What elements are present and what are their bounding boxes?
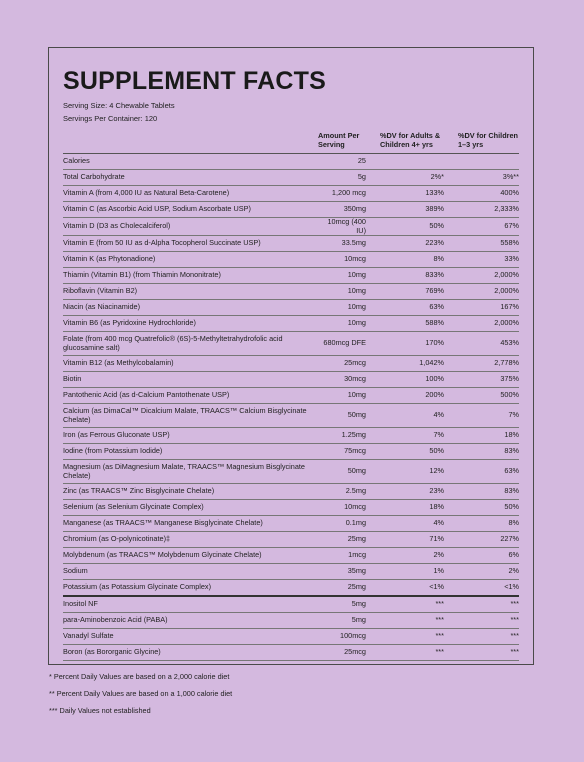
dv-adults bbox=[376, 154, 452, 170]
nutrient-name: Vanadyl Sulfate bbox=[63, 629, 318, 645]
dv-adults: 133% bbox=[376, 186, 452, 202]
table-row bbox=[63, 316, 519, 332]
dv-children: 453% bbox=[452, 332, 519, 356]
dv-children bbox=[452, 154, 519, 170]
table-row bbox=[63, 532, 519, 548]
nutrient-name: Calcium (as DimaCal™ Dicalcium Malate, TRAACS™ Calcium Bisglycinate Chelate) bbox=[63, 404, 318, 428]
footnote: * Percent Daily Values are based on a 2,000 calorie diet bbox=[49, 672, 230, 681]
dv-children: 400% bbox=[452, 186, 519, 202]
dv-children: 2,000% bbox=[452, 268, 519, 284]
dv-children: 227% bbox=[452, 532, 519, 548]
table-row bbox=[63, 388, 519, 404]
nutrient-name: Inositol NF bbox=[63, 596, 318, 613]
amount-per-serving: 10mg bbox=[318, 300, 376, 316]
serving-size: Serving Size: 4 Chewable Tablets bbox=[63, 101, 175, 110]
header-dv-children: %DV for Children 1–3 yrs bbox=[452, 129, 519, 154]
dv-children: 2,778% bbox=[452, 356, 519, 372]
table-row bbox=[63, 629, 519, 645]
table-row bbox=[63, 236, 519, 252]
table-row bbox=[63, 548, 519, 564]
dv-children: 33% bbox=[452, 252, 519, 268]
nutrient-name: Vitamin C (as Ascorbic Acid USP, Sodium Ascorbate USP) bbox=[63, 202, 318, 218]
dv-adults: 18% bbox=[376, 500, 452, 516]
nutrient-name: Vitamin B6 (as Pyridoxine Hydrochloride) bbox=[63, 316, 318, 332]
dv-adults: *** bbox=[376, 613, 452, 629]
nutrient-name: Vitamin D (D3 as Cholecalciferol) bbox=[63, 218, 318, 236]
footnote: ** Percent Daily Values are based on a 1,000 calorie diet bbox=[49, 689, 233, 698]
dv-children: 63% bbox=[452, 460, 519, 484]
nutrient-name: Iron (as Ferrous Gluconate USP) bbox=[63, 428, 318, 444]
table-row bbox=[63, 645, 519, 661]
table-row bbox=[63, 404, 519, 428]
amount-per-serving: 680mcg DFE bbox=[318, 332, 376, 356]
amount-per-serving: 5mg bbox=[318, 613, 376, 629]
amount-per-serving: 50mg bbox=[318, 404, 376, 428]
amount-per-serving: 100mcg bbox=[318, 629, 376, 645]
dv-children: 83% bbox=[452, 444, 519, 460]
nutrient-name: Vitamin A (from 4,000 IU as Natural Beta-Carotene) bbox=[63, 186, 318, 202]
dv-adults: 23% bbox=[376, 484, 452, 500]
dv-children: *** bbox=[452, 596, 519, 613]
dv-adults: 7% bbox=[376, 428, 452, 444]
amount-per-serving: 35mg bbox=[318, 564, 376, 580]
nutrient-name: Total Carbohydrate bbox=[63, 170, 318, 186]
nutrient-name: Riboflavin (Vitamin B2) bbox=[63, 284, 318, 300]
footnote: *** Daily Values not established bbox=[49, 706, 151, 715]
header-nutrient bbox=[63, 129, 318, 154]
nutrient-name: Zinc (as TRAACS™ Zinc Bisglycinate Chelate) bbox=[63, 484, 318, 500]
dv-adults: *** bbox=[376, 596, 452, 613]
nutrient-name: Selenium (as Selenium Glycinate Complex) bbox=[63, 500, 318, 516]
dv-adults: 1,042% bbox=[376, 356, 452, 372]
table-row bbox=[63, 218, 519, 236]
dv-adults: 4% bbox=[376, 404, 452, 428]
dv-children: 3%** bbox=[452, 170, 519, 186]
dv-adults: 8% bbox=[376, 252, 452, 268]
dv-adults: 223% bbox=[376, 236, 452, 252]
amount-per-serving: 10mg bbox=[318, 284, 376, 300]
nutrient-name: Folate (from 400 mcg Quatrefolic® (6S)-5-Methyltetrahydrofolic acid glucosamine salt) bbox=[63, 332, 318, 356]
dv-adults: 63% bbox=[376, 300, 452, 316]
nutrient-name: para-Aminobenzoic Acid (PABA) bbox=[63, 613, 318, 629]
dv-children: 83% bbox=[452, 484, 519, 500]
nutrient-name: Vitamin E (from 50 IU as d-Alpha Tocopherol Succinate USP) bbox=[63, 236, 318, 252]
dv-children: 18% bbox=[452, 428, 519, 444]
dv-children: 6% bbox=[452, 548, 519, 564]
table-row bbox=[63, 500, 519, 516]
amount-per-serving: 25mcg bbox=[318, 356, 376, 372]
dv-adults: 1% bbox=[376, 564, 452, 580]
nutrient-name: Sodium bbox=[63, 564, 318, 580]
table-row bbox=[63, 444, 519, 460]
amount-per-serving: 1.25mg bbox=[318, 428, 376, 444]
dv-adults: 71% bbox=[376, 532, 452, 548]
dv-children: 500% bbox=[452, 388, 519, 404]
dv-adults: 100% bbox=[376, 372, 452, 388]
dv-adults: 50% bbox=[376, 218, 452, 236]
dv-children: 8% bbox=[452, 516, 519, 532]
table-row bbox=[63, 580, 519, 597]
nutrient-name: Niacin (as Niacinamide) bbox=[63, 300, 318, 316]
table-row bbox=[63, 284, 519, 300]
amount-per-serving: 10mcg bbox=[318, 252, 376, 268]
dv-adults: 50% bbox=[376, 444, 452, 460]
amount-per-serving: 5mg bbox=[318, 596, 376, 613]
amount-per-serving: 1,200 mcg bbox=[318, 186, 376, 202]
table-row bbox=[63, 202, 519, 218]
nutrient-name: Calories bbox=[63, 154, 318, 170]
nutrient-name: Manganese (as TRAACS™ Manganese Bisglycinate Chelate) bbox=[63, 516, 318, 532]
table-row bbox=[63, 300, 519, 316]
nutrient-name: Iodine (from Potassium Iodide) bbox=[63, 444, 318, 460]
nutrient-name: Vitamin K (as Phytonadione) bbox=[63, 252, 318, 268]
dv-children: 2,000% bbox=[452, 284, 519, 300]
dv-children: 2% bbox=[452, 564, 519, 580]
dv-adults: 170% bbox=[376, 332, 452, 356]
amount-per-serving: 25mcg bbox=[318, 645, 376, 661]
table-row bbox=[63, 428, 519, 444]
amount-per-serving: 30mcg bbox=[318, 372, 376, 388]
amount-per-serving: 2.5mg bbox=[318, 484, 376, 500]
amount-per-serving: 25mg bbox=[318, 580, 376, 597]
nutrient-name: Biotin bbox=[63, 372, 318, 388]
table-row bbox=[63, 186, 519, 202]
table-row bbox=[63, 596, 519, 613]
dv-children: 2,333% bbox=[452, 202, 519, 218]
table-row bbox=[63, 372, 519, 388]
amount-per-serving: 25 bbox=[318, 154, 376, 170]
nutrient-name: Molybdenum (as TRAACS™ Molybdenum Glycinate Chelate) bbox=[63, 548, 318, 564]
dv-adults: 769% bbox=[376, 284, 452, 300]
nutrient-name: Vitamin B12 (as Methylcobalamin) bbox=[63, 356, 318, 372]
dv-children: 50% bbox=[452, 500, 519, 516]
table-row bbox=[63, 332, 519, 356]
table-row bbox=[63, 356, 519, 372]
dv-children: 2,000% bbox=[452, 316, 519, 332]
table-row bbox=[63, 252, 519, 268]
table-row bbox=[63, 154, 519, 170]
amount-per-serving: 10mg bbox=[318, 316, 376, 332]
amount-per-serving: 350mg bbox=[318, 202, 376, 218]
nutrient-name: Boron (as Bororganic Glycine) bbox=[63, 645, 318, 661]
nutrient-name: Chromium (as O-polynicotinate)‡ bbox=[63, 532, 318, 548]
table-row bbox=[63, 268, 519, 284]
dv-adults: 200% bbox=[376, 388, 452, 404]
header-amount: Amount Per Serving bbox=[318, 129, 376, 154]
amount-per-serving: 5g bbox=[318, 170, 376, 186]
dv-children: 167% bbox=[452, 300, 519, 316]
amount-per-serving: 1mcg bbox=[318, 548, 376, 564]
table-row bbox=[63, 484, 519, 500]
nutrient-name: Pantothenic Acid (as d-Calcium Pantothenate USP) bbox=[63, 388, 318, 404]
dv-adults: 2%* bbox=[376, 170, 452, 186]
dv-children: *** bbox=[452, 613, 519, 629]
amount-per-serving: 10mcg bbox=[318, 500, 376, 516]
amount-per-serving: 33.5mg bbox=[318, 236, 376, 252]
dv-children: 375% bbox=[452, 372, 519, 388]
servings-per-container: Servings Per Container: 120 bbox=[63, 114, 158, 123]
nutrient-name: Potassium (as Potassium Glycinate Complex) bbox=[63, 580, 318, 597]
table-row bbox=[63, 170, 519, 186]
table-header-row bbox=[63, 129, 519, 154]
nutrient-name: Thiamin (Vitamin B1) (from Thiamin Mononitrate) bbox=[63, 268, 318, 284]
amount-per-serving: 50mg bbox=[318, 460, 376, 484]
dv-children: 7% bbox=[452, 404, 519, 428]
dv-children: 558% bbox=[452, 236, 519, 252]
table-row bbox=[63, 613, 519, 629]
dv-children: *** bbox=[452, 645, 519, 661]
dv-adults: 389% bbox=[376, 202, 452, 218]
table-row bbox=[63, 516, 519, 532]
dv-adults: 833% bbox=[376, 268, 452, 284]
amount-per-serving: 10mg bbox=[318, 268, 376, 284]
dv-adults: <1% bbox=[376, 580, 452, 597]
amount-per-serving: 25mg bbox=[318, 532, 376, 548]
dv-adults: 2% bbox=[376, 548, 452, 564]
amount-per-serving: 10mg bbox=[318, 388, 376, 404]
serving-info bbox=[63, 99, 519, 125]
dv-children: *** bbox=[452, 629, 519, 645]
dv-adults: 588% bbox=[376, 316, 452, 332]
dv-adults: 4% bbox=[376, 516, 452, 532]
amount-per-serving: 10mcg (400 IU) bbox=[318, 218, 376, 236]
dv-children: 67% bbox=[452, 218, 519, 236]
table-row bbox=[63, 564, 519, 580]
table-row bbox=[63, 460, 519, 484]
nutrient-name: Magnesium (as DiMagnesium Malate, TRAACS™ Magnesium Bisglycinate Chelate) bbox=[63, 460, 318, 484]
page-title: SUPPLEMENT FACTS bbox=[63, 67, 326, 95]
header-dv-adults: %DV for Adults & Children 4+ yrs bbox=[376, 129, 452, 154]
amount-per-serving: 0.1mg bbox=[318, 516, 376, 532]
amount-per-serving: 75mcg bbox=[318, 444, 376, 460]
supplement-facts-panel bbox=[48, 47, 534, 665]
dv-adults: *** bbox=[376, 629, 452, 645]
nutrient-table bbox=[63, 129, 519, 661]
dv-adults: 12% bbox=[376, 460, 452, 484]
dv-adults: *** bbox=[376, 645, 452, 661]
nutrient-rows bbox=[63, 154, 519, 661]
dv-children: <1% bbox=[452, 580, 519, 597]
